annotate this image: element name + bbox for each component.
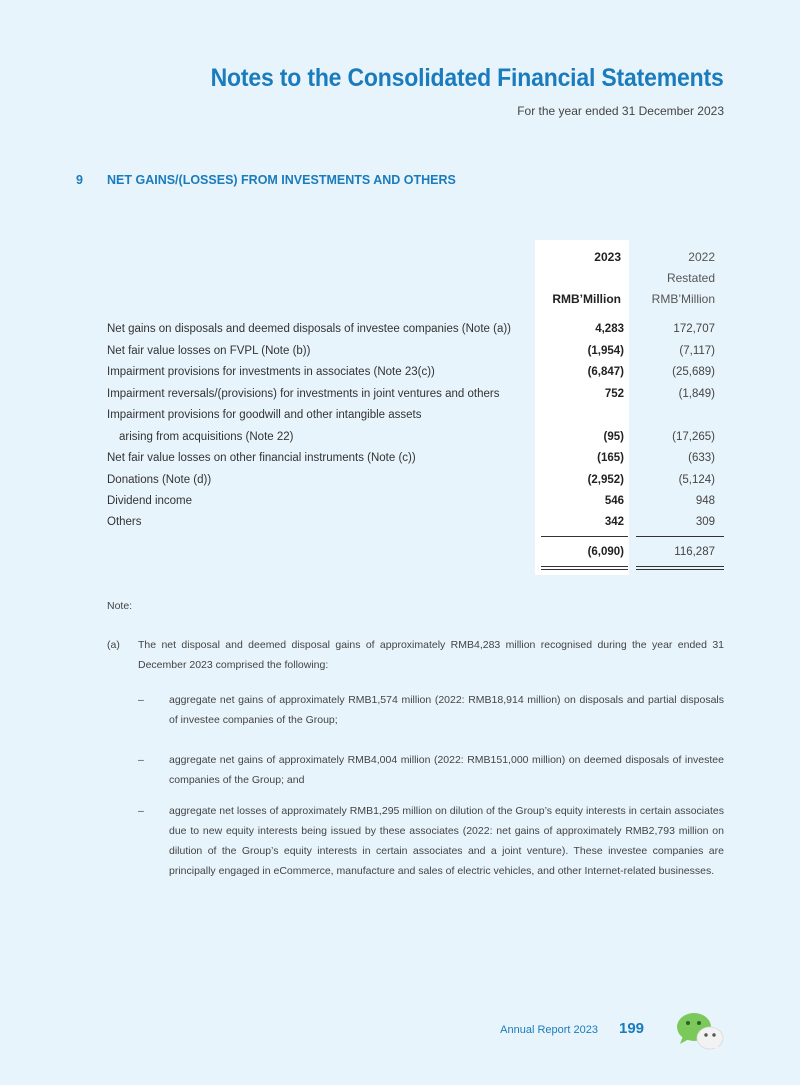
note-heading: Note:: [107, 600, 133, 612]
value-2022: (25,689): [672, 366, 715, 378]
row-label: Net gains on disposals and deemed disposals of investee companies (Note (a)): [107, 323, 511, 335]
col-2022-restated: Restated: [666, 271, 715, 285]
value-2022: (17,265): [672, 431, 715, 443]
value-2022: 172,707: [673, 323, 715, 335]
col-2022-year: 2022: [688, 250, 715, 264]
col-2022-unit: RMB’Million: [651, 292, 715, 306]
row-label: Net fair value losses on other financial instruments (Note (c)): [107, 452, 416, 464]
section-heading: [76, 173, 456, 187]
value-2022: 948: [695, 495, 715, 507]
note-a-text: The net disposal and deemed disposal gains of approximately RMB4,283 million recognised during the year ended 31 December 2023 comprised the following:: [138, 639, 724, 671]
footer-report-label: Annual Report 2023: [500, 1024, 598, 1036]
page-number: 199: [619, 1020, 645, 1037]
value-2023: (6,847): [587, 366, 624, 378]
value-2023: (165): [597, 452, 624, 464]
row-label: arising from acquisitions (Note 22): [119, 431, 294, 443]
value-2023: 342: [604, 516, 624, 528]
value-2022: (7,117): [679, 345, 715, 357]
row-label: Impairment reversals/(provisions) for investments in joint ventures and others: [107, 388, 500, 400]
value-2022: (5,124): [678, 474, 715, 486]
row-label: Impairment provisions for goodwill and other intangible assets: [107, 409, 422, 421]
note-a-bullet: aggregate net losses of approximately RMB1,295 million on dilution of the Group’s equity interests in certain associates due to new equity interests being issued by these associates (2022: net gains of approximately RMB2,793 million on dilution of the Group’s equity interests in certain associates and a joint venture). These investee companies are principally engaged in eCommerce, manufacture and sales of electric vehicles, and other Internet-related businesses.: [169, 805, 724, 877]
value-2023: 752: [604, 388, 624, 400]
value-2023: (2,952): [587, 474, 624, 486]
row-label: Net fair value losses on FVPL (Note (b)): [107, 345, 311, 357]
subtotal-rule: [636, 536, 724, 537]
note-a-tag: (a): [107, 639, 120, 651]
value-2022: (633): [688, 452, 715, 464]
section-number: 9: [76, 173, 83, 187]
value-2023: (95): [603, 431, 624, 443]
page-subtitle: For the year ended 31 December 2023: [517, 104, 724, 118]
col-2023-year: 2023: [594, 250, 621, 264]
wechat-logo-icon: [675, 1010, 725, 1052]
total-2022: 116,287: [674, 546, 715, 558]
value-2023: 546: [604, 495, 624, 507]
section-title: NET GAINS/(LOSSES) FROM INVESTMENTS AND OTHERS: [107, 173, 456, 187]
row-label: Impairment provisions for investments in associates (Note 23(c)): [107, 366, 435, 378]
note-a-bullet: aggregate net gains of approximately RMB1,574 million (2022: RMB18,914 million) on disposals and partial disposals of investee companies of the Group;: [169, 694, 724, 726]
bullet-dash: –: [138, 805, 144, 817]
value-2022: 309: [695, 516, 715, 528]
value-2022: (1,849): [678, 388, 715, 400]
total-double-rule: [541, 566, 628, 570]
row-label: Dividend income: [107, 495, 193, 507]
col-2023-unit: RMB’Million: [552, 292, 621, 306]
bullet-dash: –: [138, 754, 144, 766]
total-double-rule: [636, 566, 724, 570]
subtotal-rule: [541, 536, 628, 537]
total-2023: (6,090): [587, 546, 624, 558]
row-label: Others: [107, 516, 142, 528]
row-label: Donations (Note (d)): [107, 474, 212, 486]
value-2023: (1,954): [587, 345, 624, 357]
page-title: Notes to the Consolidated Financial Statements: [211, 64, 724, 92]
value-2023: 4,283: [595, 323, 624, 335]
bullet-dash: –: [138, 694, 144, 706]
note-a-bullet: aggregate net gains of approximately RMB4,004 million (2022: RMB151,000 million) on deemed disposals of investee companies of the Group; and: [169, 754, 724, 786]
